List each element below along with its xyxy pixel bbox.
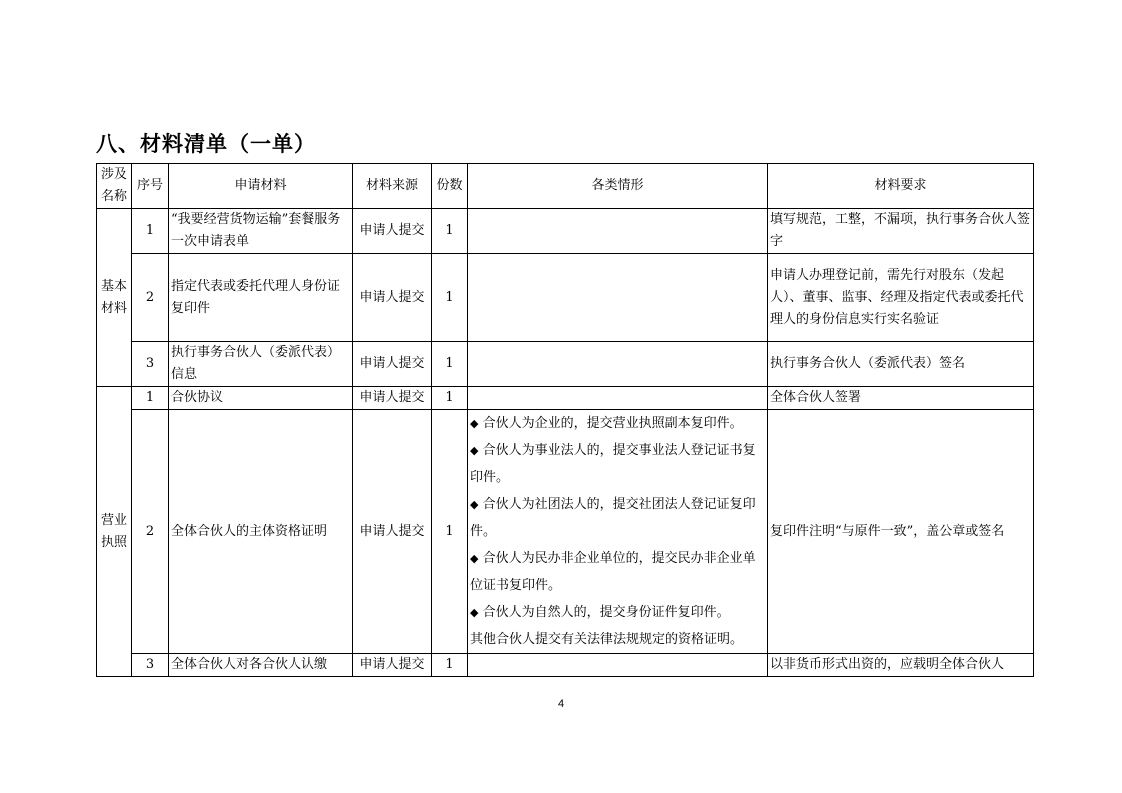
header-copies: 份数: [432, 164, 468, 209]
header-row: [97, 164, 1034, 209]
row-situation: [468, 654, 768, 677]
diamond-bullet-icon: ◆: [470, 444, 479, 457]
table-row: [97, 254, 1034, 342]
row-requirement: 全体合伙人签署: [768, 387, 1034, 410]
row-requirement: 填写规范，工整，不漏项，执行事务合伙人签字: [768, 209, 1034, 254]
row-material: 指定代表或委托代理人身份证复印件: [169, 254, 353, 342]
category-cell: 基本材料: [97, 209, 132, 387]
row-no: 3: [132, 654, 169, 677]
table-row: [97, 654, 1034, 677]
situation-item: ◆ 合伙人为自然人的，提交身份证件复印件。: [470, 605, 730, 620]
situations-cell: [468, 410, 768, 654]
diamond-bullet-icon: ◆: [470, 552, 479, 565]
row-requirement: 申请人办理登记前，需先行对股东（发起人）、董事、监事、经理及指定代表或委托代理人的身份信息实行实名验证: [768, 254, 1034, 342]
row-source: 申请人提交: [353, 342, 432, 387]
row-source: 申请人提交: [353, 654, 432, 677]
header-category: 涉及名称: [97, 164, 132, 209]
page-title: 八、材料清单（一单）: [96, 132, 316, 156]
row-material: 合伙协议: [169, 387, 353, 410]
situation-item: ◆ 合伙人为社团法人的，提交社团法人登记证复印件。: [470, 497, 756, 539]
row-no: 2: [132, 410, 169, 654]
row-no: 1: [132, 209, 169, 254]
row-requirement: 执行事务合伙人（委派代表）签名: [768, 342, 1034, 387]
table-row: [97, 342, 1034, 387]
table-row: [97, 410, 1034, 654]
row-situation: [468, 342, 768, 387]
situation-item: ◆ 合伙人为民办非企业单位的，提交民办非企业单位证书复印件。: [470, 551, 756, 593]
row-source: 申请人提交: [353, 410, 432, 654]
row-no: 3: [132, 342, 169, 387]
row-material: 全体合伙人的主体资格证明: [169, 410, 353, 654]
row-copies: 1: [432, 254, 468, 342]
materials-table: [96, 163, 1034, 677]
row-no: 2: [132, 254, 169, 342]
header-situations: 各类情形: [468, 164, 768, 209]
table-row: [97, 209, 1034, 254]
row-requirement: 复印件注明“与原件一致”，盖公章或签名: [768, 410, 1034, 654]
row-no: 1: [132, 387, 169, 410]
row-copies: 1: [432, 342, 468, 387]
header-no: 序号: [132, 164, 169, 209]
row-source: 申请人提交: [353, 254, 432, 342]
row-copies: 1: [432, 209, 468, 254]
row-material: 全体合伙人对各合伙人认缴: [169, 654, 353, 677]
diamond-bullet-icon: ◆: [470, 606, 479, 619]
row-situation: [468, 254, 768, 342]
row-situation: [468, 387, 768, 410]
header-requirements: 材料要求: [768, 164, 1034, 209]
header-source: 材料来源: [353, 164, 432, 209]
category-cell: 营业执照: [97, 387, 132, 677]
header-material: 申请材料: [169, 164, 353, 209]
row-situation: [468, 209, 768, 254]
situation-item: ◆ 合伙人为企业的，提交营业执照副本复印件。: [470, 416, 743, 431]
row-copies: 1: [432, 654, 468, 677]
situation-item: ◆ 合伙人为事业法人的，提交事业法人登记证书复印件。: [470, 443, 756, 485]
row-copies: 1: [432, 387, 468, 410]
row-material: 执行事务合伙人（委派代表）信息: [169, 342, 353, 387]
situation-note: 其他合伙人提交有关法律法规规定的资格证明。: [470, 632, 744, 647]
table-row: [97, 387, 1034, 410]
diamond-bullet-icon: ◆: [470, 417, 479, 430]
row-source: 申请人提交: [353, 209, 432, 254]
page-number: 4: [557, 698, 565, 710]
row-material: “我要经营货物运输”套餐服务一次申请表单: [169, 209, 353, 254]
row-source: 申请人提交: [353, 387, 432, 410]
row-requirement: 以非货币形式出资的，应载明全体合伙人: [768, 654, 1034, 677]
row-copies: 1: [432, 410, 468, 654]
diamond-bullet-icon: ◆: [470, 498, 479, 511]
